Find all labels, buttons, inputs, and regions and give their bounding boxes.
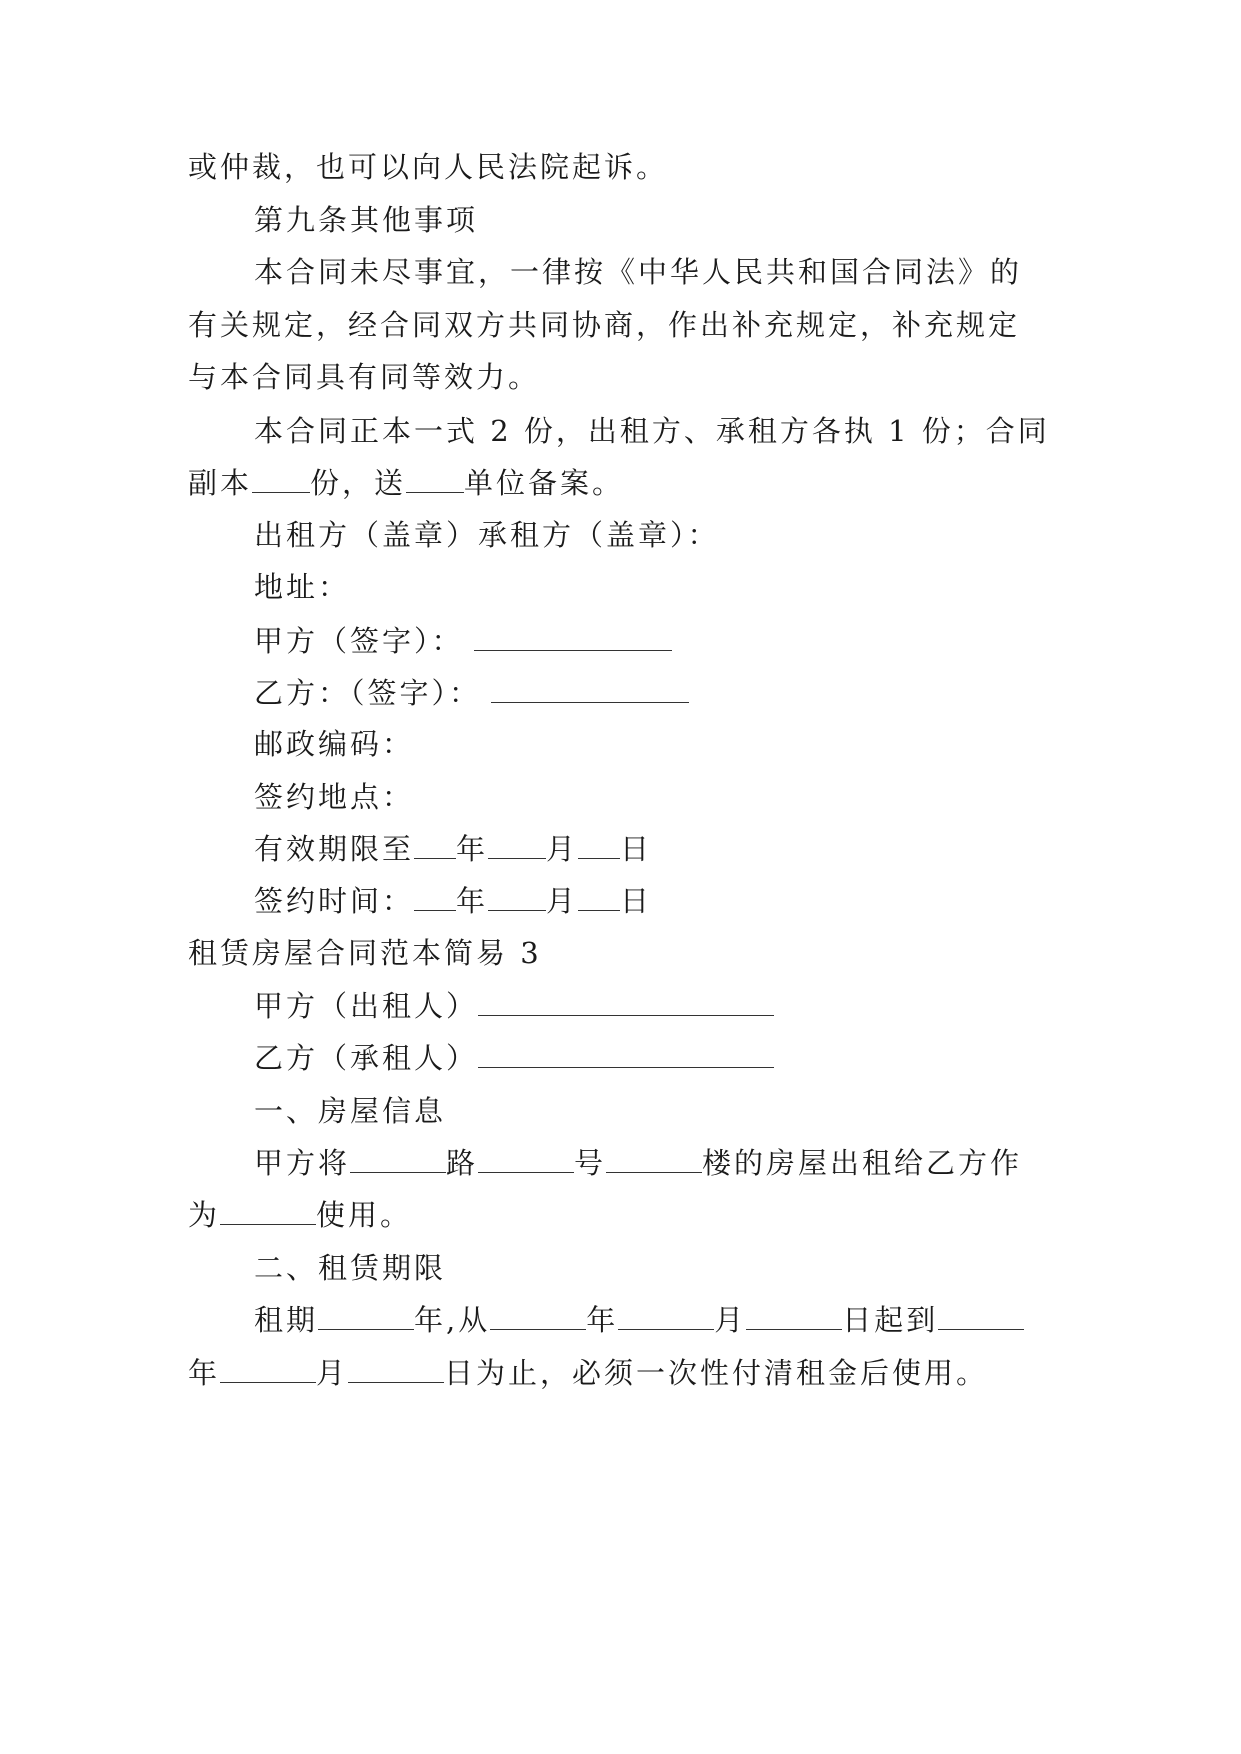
- signature-blank: [474, 626, 672, 651]
- text-fragment: 签约时间：: [254, 884, 415, 918]
- fill-blank: [578, 886, 620, 911]
- document-title: 租赁房屋合同范本简易 3: [188, 936, 542, 970]
- fill-blank: [488, 886, 546, 911]
- text-fragment: 甲方将: [254, 1146, 351, 1180]
- fill-blank: [578, 834, 620, 859]
- fill-blank: [406, 468, 464, 493]
- party-line: [254, 986, 774, 1026]
- text-line: 出租方（盖章）承租方（盖章）：: [254, 518, 720, 552]
- text-line: 与本合同具有同等效力。: [188, 360, 541, 394]
- fill-blank: [220, 1358, 316, 1383]
- text-fragment: 单位备案。: [464, 466, 625, 500]
- text-fragment: 使用。: [316, 1198, 413, 1232]
- text-line: 签约地点：: [254, 780, 415, 814]
- fill-blank: [618, 1305, 714, 1330]
- text-fragment: 年: [456, 884, 489, 918]
- text-fragment: 日起到: [842, 1303, 939, 1337]
- text-fragment: 乙方：（签字）：: [254, 676, 482, 710]
- text-fragment: 副本: [188, 466, 253, 500]
- text-fragment: 年: [188, 1356, 221, 1390]
- fill-blank: [490, 1305, 586, 1330]
- text-fragment: 租期: [254, 1303, 319, 1337]
- text-line: 本合同正本一式 2 份，出租方、承租方各执 1 份；合同: [254, 414, 1050, 448]
- text-line: [188, 1353, 988, 1393]
- text-fragment: 日: [620, 832, 653, 866]
- fill-blank: [488, 834, 546, 859]
- text-fragment: 有效期限至: [254, 832, 415, 866]
- signature-line: [254, 673, 689, 713]
- text-fragment: 号: [574, 1146, 607, 1180]
- text-line: 或仲裁，也可以向人民法院起诉。: [188, 150, 669, 184]
- fill-blank: [606, 1148, 702, 1173]
- text-fragment: 月: [546, 884, 579, 918]
- text-fragment: 份，送: [310, 466, 407, 500]
- text-fragment: 日: [620, 884, 653, 918]
- text-line: [188, 463, 624, 503]
- text-fragment: 甲方（出租人）: [254, 989, 479, 1023]
- fill-blank: [938, 1305, 1024, 1330]
- text-fragment: 年: [456, 832, 489, 866]
- section-heading: 二、租赁期限: [254, 1251, 447, 1285]
- text-fragment: 月: [316, 1356, 349, 1390]
- fill-blank: [348, 1358, 444, 1383]
- text-fragment: 月: [546, 832, 579, 866]
- section-heading: 一、房屋信息: [254, 1094, 447, 1128]
- date-line: [254, 881, 652, 921]
- party-line: [254, 1038, 774, 1078]
- text-line: 有关规定，经合同双方共同协商，作出补充规定，补充规定: [188, 308, 1021, 342]
- text-line: 邮政编码：: [254, 727, 415, 761]
- text-fragment: 楼的房屋出租给乙方作: [702, 1146, 1023, 1180]
- text-line: [188, 1195, 412, 1235]
- text-fragment: 日为止，必须一次性付清租金后使用。: [444, 1356, 989, 1390]
- text-line: [254, 1143, 1022, 1183]
- text-fragment: 为: [188, 1198, 221, 1232]
- fill-blank: [414, 886, 456, 911]
- fill-blank: [746, 1305, 842, 1330]
- fill-blank: [350, 1148, 446, 1173]
- signature-line: [254, 621, 672, 661]
- fill-blank: [318, 1305, 414, 1330]
- text-line: [254, 1300, 1024, 1340]
- text-fragment: 月: [714, 1303, 747, 1337]
- signature-blank: [491, 678, 689, 703]
- text-fragment: 年,从: [414, 1303, 491, 1337]
- fill-blank: [252, 468, 310, 493]
- text-fragment: 年: [586, 1303, 619, 1337]
- date-line: [254, 829, 652, 869]
- text-line: 地址：: [254, 570, 351, 604]
- fill-blank: [478, 991, 774, 1016]
- text-fragment: 乙方（承租人）: [254, 1041, 479, 1075]
- text-fragment: 路: [446, 1146, 479, 1180]
- fill-blank: [478, 1043, 774, 1068]
- section-heading: 第九条其他事项: [254, 203, 479, 237]
- text-line: 本合同未尽事宜，一律按《中华人民共和国合同法》的: [254, 255, 1023, 289]
- fill-blank: [220, 1200, 316, 1225]
- fill-blank: [414, 834, 456, 859]
- text-fragment: 甲方（签字）：: [254, 624, 464, 658]
- fill-blank: [478, 1148, 574, 1173]
